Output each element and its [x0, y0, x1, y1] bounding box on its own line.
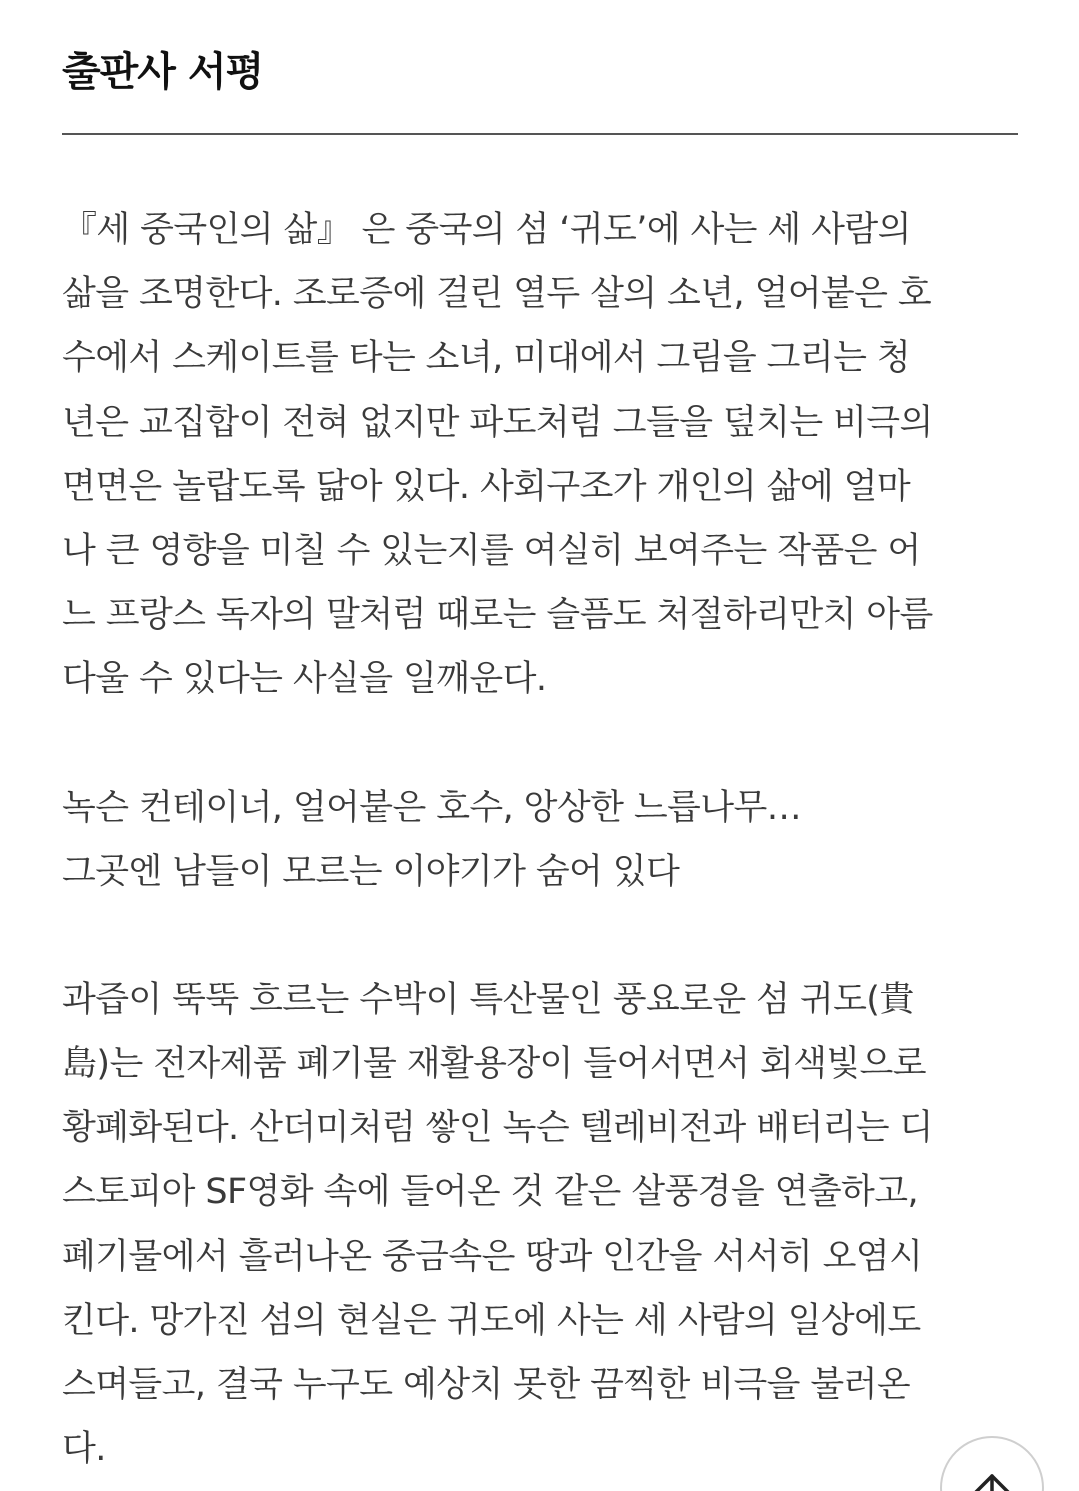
review-line: 나 큰 영향을 미칠 수 있는지를 여실히 보여주는 작품은 어	[62, 530, 921, 571]
review-line: 다울 수 있다는 사실을 일깨운다.	[62, 659, 547, 700]
review-line: 島)는 전자제품 폐기물 재활용장이 들어서면서 회색빛으로	[62, 1044, 926, 1085]
arrow-up-icon	[972, 1466, 1012, 1491]
review-line: 킨다. 망가진 섬의 현실은 귀도에 사는 세 사람의 일상에도	[62, 1300, 921, 1341]
review-line: 삶을 조명한다. 조로증에 걸린 열두 살의 소년, 얼어붙은 호	[62, 274, 932, 315]
review-line: 스토피아 SF영화 속에 들어온 것 같은 살풍경을 연출하고,	[62, 1172, 918, 1213]
review-paragraph-2	[62, 776, 1018, 904]
section-title: 출판사 서평	[62, 49, 264, 95]
review-line: 그곳엔 남들이 모르는 이야기가 숨어 있다	[62, 851, 680, 892]
review-line: 녹슨 컨테이너, 얼어붙은 호수, 앙상한 느릅나무…	[62, 787, 802, 828]
publisher-review	[62, 198, 1018, 1481]
review-line: 황폐화된다. 산더미처럼 쌓인 녹슨 텔레비전과 배터리는 디	[62, 1108, 933, 1149]
review-line: 면면은 놀랍도록 닮아 있다. 사회구조가 개인의 삶에 얼마	[62, 466, 911, 507]
review-line: 과즙이 뚝뚝 흐르는 수박이 특산물인 풍요로운 섬 귀도(貴	[62, 979, 914, 1020]
review-line: 다.	[62, 1429, 106, 1470]
section-divider	[62, 133, 1018, 135]
review-paragraph-3	[62, 968, 1018, 1482]
paragraph-spacer	[62, 904, 1018, 968]
review-line: 『세 중국인의 삶』 은 중국의 섬 ‘귀도’에 사는 세 사람의	[62, 210, 911, 250]
review-line: 년은 교집합이 전혀 없지만 파도처럼 그들을 덮치는 비극의	[62, 402, 933, 443]
review-paragraph-1	[62, 198, 1018, 712]
review-line: 느 프랑스 독자의 말처럼 때로는 슬픔도 처절하리만치 아름	[62, 595, 933, 636]
review-line: 스며들고, 결국 누구도 예상치 못한 끔찍한 비극을 불러온	[62, 1365, 911, 1405]
review-line: 수에서 스케이트를 타는 소녀, 미대에서 그림을 그리는 청	[62, 338, 911, 379]
paragraph-spacer	[62, 712, 1018, 776]
review-line: 폐기물에서 흘러나온 중금속은 땅과 인간을 서서히 오염시	[62, 1236, 923, 1277]
